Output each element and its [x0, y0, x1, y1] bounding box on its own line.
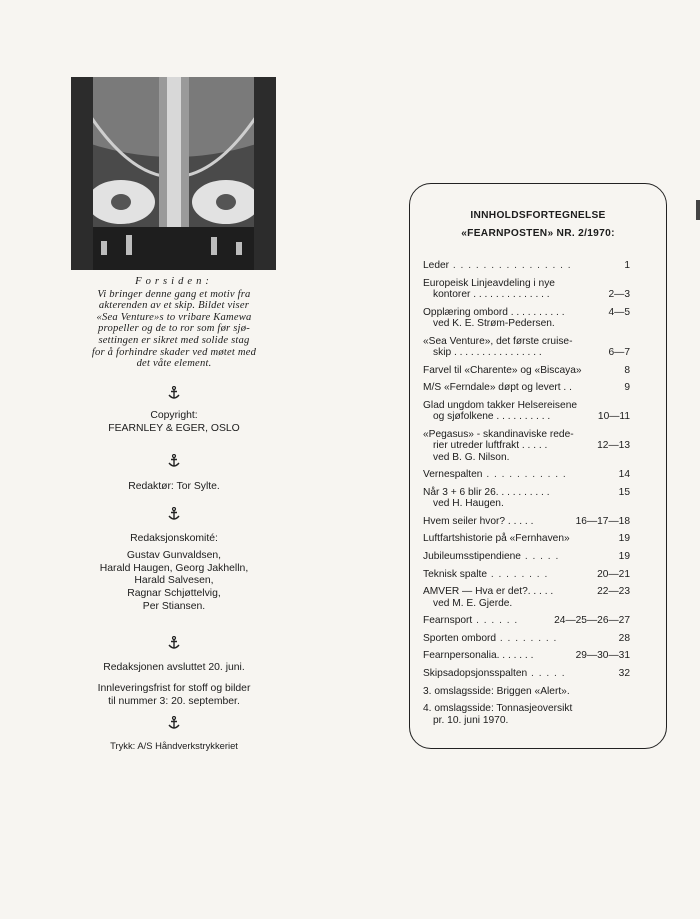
toc-page-number: 16—17—18	[575, 515, 630, 527]
toc-entry	[423, 516, 629, 527]
toc-page-number: 29—30—31	[575, 650, 630, 662]
toc-entry-title	[423, 469, 629, 480]
toc-entry-text: Farvel til «Charente» og «Biscaya»	[423, 364, 582, 376]
toc-entry-text: Jubileumsstipendiene	[423, 550, 521, 562]
toc-entry-title	[423, 429, 629, 440]
toc-entry-text: Teknisk spalte	[423, 568, 487, 580]
anchor-icon	[167, 386, 181, 400]
toc-entry-text: Leder	[423, 260, 450, 271]
toc-entry-subline: pr. 10. juni 1970.	[433, 714, 509, 726]
deadline-block	[60, 662, 288, 708]
toc-list	[423, 260, 629, 732]
toc-entry-text: 3. omslagsside: Briggen «Alert».	[423, 685, 570, 697]
committee-member: Harald Haugen, Georg Jakhelln,	[99, 562, 249, 574]
toc-leader-dots: . . . . .	[527, 667, 566, 679]
toc-page-number: 20—21	[597, 568, 630, 580]
committee-label: Redaksjonskomité:	[130, 533, 218, 544]
toc-page-number: 19	[618, 533, 630, 545]
toc-entry-title	[423, 487, 629, 498]
committee-member: Ragnar Schjøttelvig,	[127, 588, 221, 600]
toc-entry-text: Fearnpersonalia. . . . . . .	[423, 650, 534, 662]
cover-photo	[71, 77, 276, 270]
toc-entry-subline: rier utreder luftfrakt . . . . .	[433, 440, 548, 452]
toc-entry-text: Hvem seiler hvor? . . . . .	[423, 515, 534, 527]
toc-entry-title	[423, 533, 629, 544]
toc-entry-text: Vernespalten	[423, 469, 483, 481]
deadline-submission: Innleveringsfrist for stoff og bilder	[97, 682, 251, 694]
cover-caption-line: Vi bringer denne gang et motiv fra	[97, 288, 251, 300]
cover-caption-line: propeller og de to ror som før sjø-	[98, 323, 250, 335]
toc-entry-subline: skip . . . . . . . . . . . . . . . .	[433, 347, 542, 358]
toc-entry	[423, 278, 629, 301]
toc-page-number: 19	[618, 550, 630, 562]
toc-entry	[423, 668, 629, 679]
toc-page-number: 22—23	[597, 586, 630, 598]
deadline-closed: Redaksjonen avsluttet 20. juni.	[103, 662, 245, 673]
toc-page-number: 6—7	[608, 346, 630, 358]
toc-title: INNHOLDSFORTEGNELSE	[470, 210, 606, 221]
toc-entry-text: Glad ungdom takker Helsereisene	[423, 399, 578, 411]
toc-entry-title	[423, 365, 629, 376]
cover-caption-line: for å forhindre skader ved møtet med	[91, 346, 257, 358]
toc-page-number: 10—11	[597, 411, 630, 423]
toc-entry-text: Når 3 + 6 blir 26. . . . . . . . . .	[423, 486, 550, 498]
toc-page-number: 12—13	[597, 440, 630, 452]
toc-entry	[423, 429, 629, 463]
toc-leader-dots: . . . . . . . . . . .	[482, 469, 567, 481]
toc-page-number: 2—3	[608, 288, 630, 300]
toc-entry-subline: og sjøfolkene . . . . . . . . . .	[433, 411, 551, 423]
toc-entry	[423, 382, 629, 393]
toc-entry-text: «Pegasus» - skandinaviske rede-	[423, 428, 574, 440]
toc-entry-subline: ved B. G. Nilson.	[433, 451, 510, 463]
toc-entry	[423, 703, 629, 726]
toc-entry-title	[423, 551, 629, 562]
toc-entry-text: Europeisk Linjeavdeling i nye	[423, 277, 555, 289]
toc-entry	[423, 365, 629, 376]
toc-entry-subline: ved H. Haugen.	[433, 498, 504, 510]
toc-entry-text: Skipsadopsjonsspalten	[423, 667, 528, 679]
toc-entry-title	[423, 278, 629, 289]
committee-member: Gustav Gunvaldsen,	[126, 549, 222, 561]
toc-leader-dots: . . . . .	[520, 550, 560, 562]
toc-entry-title	[423, 336, 629, 347]
toc-entry-title	[423, 260, 629, 271]
cover-caption	[60, 276, 288, 370]
toc-entry	[423, 551, 629, 562]
toc-page-number: 1	[624, 260, 630, 271]
cover-caption-line: «Sea Venture»s to vribare Kamewa	[96, 311, 252, 323]
toc-page-number: 4—5	[608, 306, 630, 318]
toc-entry-subline: ved K. E. Strøm-Pedersen.	[433, 318, 555, 329]
toc-entry	[423, 569, 629, 580]
toc-page-number: 24—25—26—27	[554, 615, 630, 627]
toc-entry	[423, 260, 629, 271]
printer-line	[60, 740, 288, 753]
committee-member: Per Stiansen.	[142, 600, 206, 612]
committee-block	[60, 533, 288, 614]
toc-entry	[423, 469, 629, 480]
anchor-icon	[167, 716, 181, 730]
toc-entry-text: 4. omslagsside: Tonnasjeoversikt	[423, 703, 573, 715]
toc-entry	[423, 400, 629, 423]
toc-entry-text: «Sea Venture», det første cruise-	[423, 335, 573, 347]
toc-entry-text: AMVER — Hva er det?. . . . .	[423, 586, 554, 598]
toc-entry	[423, 487, 629, 510]
toc-entry-text: Sporten ombord	[423, 632, 497, 644]
toc-leader-dots: . . . . . . . .	[486, 568, 549, 580]
toc-page-number: 32	[618, 667, 630, 679]
copyright-block	[60, 410, 288, 436]
toc-page-number: 15	[618, 486, 630, 498]
toc-entry-title	[423, 703, 629, 714]
toc-entry	[423, 307, 629, 330]
printer-name: Trykk: A/S Håndverkstrykkeriet	[110, 740, 238, 751]
toc-leader-dots: . . . . . . . .	[496, 632, 558, 644]
toc-leader-dots: . . . . . . . . . . . . . . . .	[449, 260, 572, 271]
toc-entry-subline: kontorer . . . . . . . . . . . . . .	[433, 289, 550, 300]
copyright-label: Copyright:	[150, 410, 198, 421]
anchor-icon	[167, 507, 181, 521]
committee-member: Harald Salvesen,	[134, 575, 214, 587]
toc-entry-text: M/S «Ferndale» døpt og levert . .	[423, 382, 572, 394]
toc-page-number: 9	[624, 382, 630, 394]
toc-entry-title	[423, 633, 629, 644]
toc-entry	[423, 586, 629, 609]
toc-entry-title	[423, 668, 629, 679]
toc-page-number: 14	[618, 469, 630, 481]
page-edge-mark	[696, 200, 700, 220]
toc-entry-title	[423, 400, 629, 411]
toc-subtitle: «FEARNPOSTEN» NR. 2/1970:	[461, 228, 615, 239]
cover-caption-title: Forsiden:	[135, 276, 213, 287]
deadline-submission: til nummer 3: 20. september.	[108, 695, 240, 707]
anchor-icon	[167, 454, 181, 468]
toc-entry	[423, 650, 629, 661]
toc-entry-text: Opplæring ombord . . . . . . . . . .	[423, 306, 565, 318]
editor-name: Redaktør: Tor Sylte.	[128, 481, 220, 492]
editor-line	[60, 481, 288, 494]
toc-entry	[423, 686, 629, 697]
copyright-holder: FEARNLEY & EGER, OSLO	[108, 422, 240, 434]
toc-entry-text: Fearnsport	[423, 615, 473, 627]
toc-entry-title	[423, 307, 629, 318]
toc-entry	[423, 336, 629, 359]
toc-entry-subline: ved M. E. Gjerde.	[433, 597, 513, 609]
toc-entry	[423, 615, 629, 626]
toc-page-number: 8	[624, 364, 630, 376]
toc-entry	[423, 533, 629, 544]
toc-page-number: 28	[618, 632, 630, 644]
cover-caption-line: settingen er sikret med solide stag	[98, 334, 250, 346]
toc-leader-dots: . . . . . .	[472, 615, 519, 627]
cover-caption-line: det våte element.	[136, 358, 212, 370]
toc-entry	[423, 633, 629, 644]
toc-entry-title	[423, 686, 629, 697]
anchor-icon	[167, 636, 181, 650]
toc-entry-text: Luftfartshistorie på «Fernhaven»	[423, 533, 570, 545]
toc-entry-title	[423, 382, 629, 393]
cover-caption-line: akterenden av et skip. Bildet viser	[98, 300, 250, 312]
